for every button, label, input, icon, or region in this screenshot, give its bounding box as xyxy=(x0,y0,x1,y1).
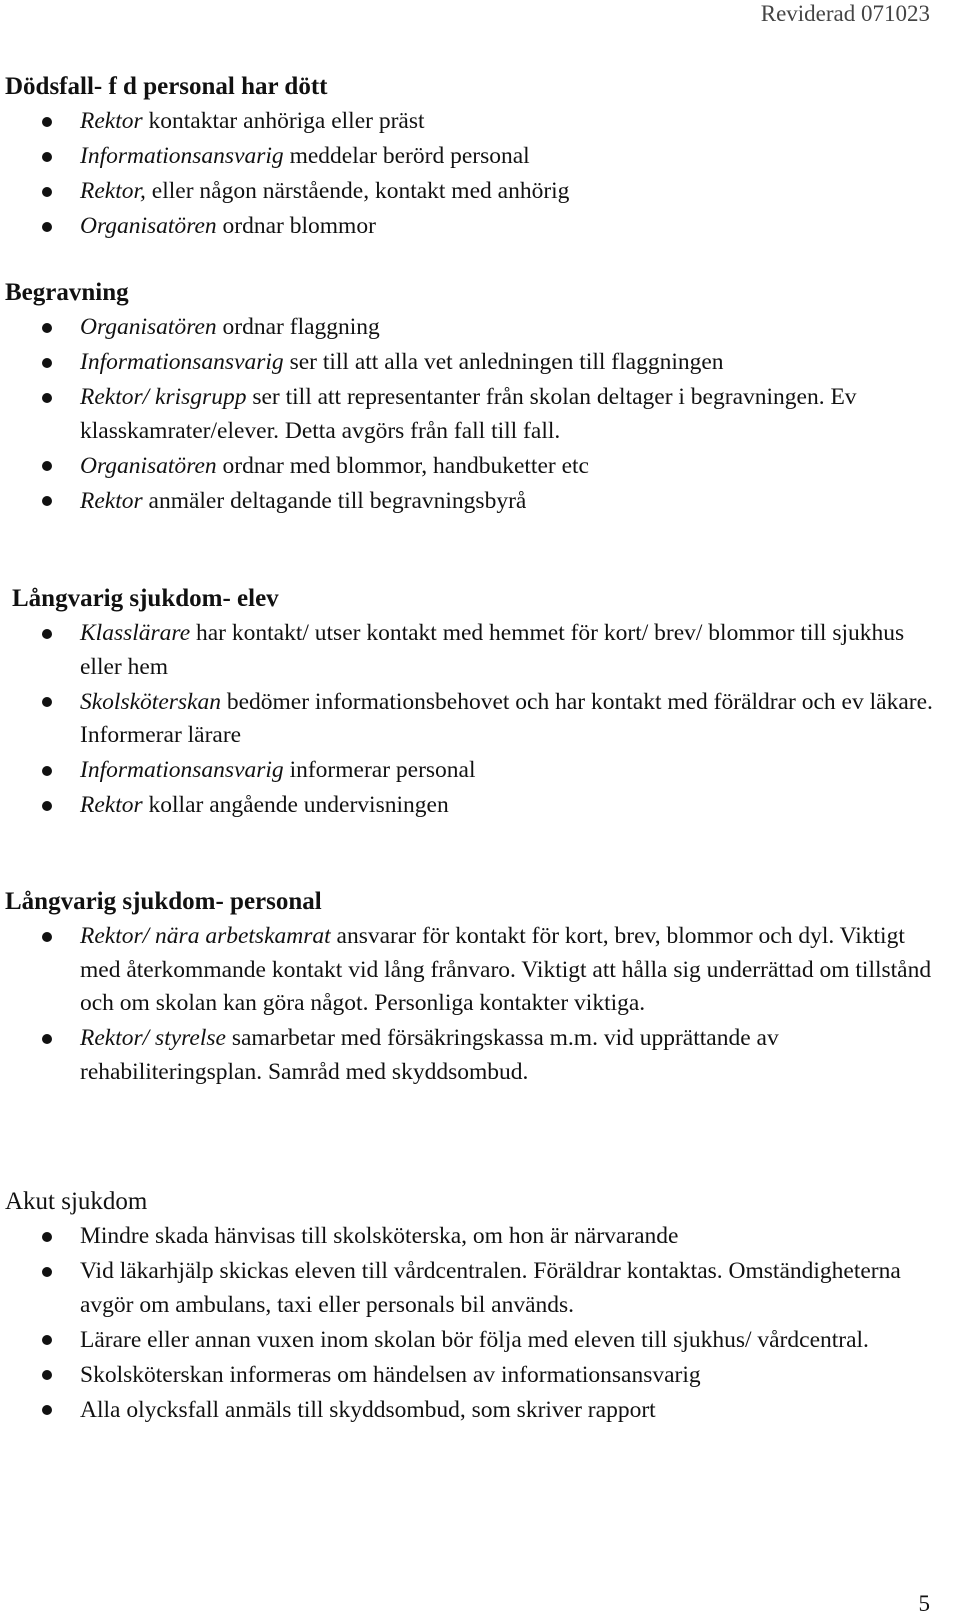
list-item xyxy=(5,210,935,244)
list-item xyxy=(5,450,935,484)
section-akut-sjukdom xyxy=(5,1187,935,1429)
list-item xyxy=(5,311,935,345)
section-dodsfall-personal xyxy=(5,72,935,245)
list-item xyxy=(5,1022,935,1089)
bullet-icon xyxy=(42,1335,52,1345)
item-text: eller någon närstående, kontakt med anhörig xyxy=(145,178,570,204)
item-text: ordnar med blommor, handbuketter etc xyxy=(216,452,589,479)
list-item xyxy=(5,1220,935,1254)
role-label: Rektor/ styrelse xyxy=(80,1025,226,1051)
role-label: Rektor/ krisgrupp xyxy=(80,384,247,410)
section-langvarig-personal xyxy=(5,887,935,1091)
bullet-list xyxy=(5,920,935,1089)
section-begravning xyxy=(5,278,935,520)
list-item xyxy=(5,920,935,1021)
list-item xyxy=(5,346,935,380)
item-text: kollar angående undervisningen xyxy=(142,792,449,818)
role-label: Rektor/ nära arbetskamrat xyxy=(80,923,331,949)
list-item xyxy=(5,686,935,753)
section-heading: Akut sjukdom xyxy=(5,1188,148,1215)
bullet-icon xyxy=(42,152,52,162)
bullet-icon xyxy=(42,629,52,639)
list-item xyxy=(5,140,935,174)
bullet-icon xyxy=(42,766,52,776)
bullet-icon xyxy=(42,1034,52,1044)
role-label: Skolsköterskan xyxy=(80,688,221,715)
bullet-icon xyxy=(42,222,52,232)
list-item xyxy=(5,789,935,823)
bullet-icon xyxy=(42,496,52,506)
role-label: Organisatören xyxy=(80,213,217,239)
bullet-list xyxy=(5,617,935,823)
item-text: informerar personal xyxy=(283,757,476,783)
bullet-icon xyxy=(42,393,52,403)
bullet-icon xyxy=(42,323,52,333)
list-item xyxy=(5,105,935,139)
bullet-list xyxy=(5,1220,935,1427)
list-item xyxy=(5,1324,935,1358)
item-text: ordnar blommor xyxy=(216,213,376,239)
item-text: har kontakt/ utser kontakt med hemmet för kort/ brev/ blommor till sjukhus eller hem xyxy=(80,620,905,680)
list-item xyxy=(5,754,935,788)
role-label: Rektor xyxy=(80,487,143,514)
section-langvarig-elev xyxy=(5,584,935,824)
bullet-icon xyxy=(42,1405,52,1415)
bullet-icon xyxy=(42,932,52,942)
role-label: Organisatören xyxy=(80,452,217,479)
item-text: ordnar flaggning xyxy=(216,314,380,340)
role-label: Klasslärare xyxy=(80,620,191,646)
item-text: Mindre skada hänvisas till skolsköterska, om hon är närvarande xyxy=(80,1223,679,1249)
item-text: bedömer informationsbehovet och har kontakt med föräldrar och ev läkare. Informerar lärare xyxy=(80,688,933,748)
bullet-icon xyxy=(42,117,52,127)
bullet-icon xyxy=(42,187,52,197)
item-text: Lärare eller annan vuxen inom skolan bör följa med eleven till sjukhus/ vårdcentral. xyxy=(80,1326,869,1353)
bullet-icon xyxy=(42,1370,52,1380)
bullet-icon xyxy=(42,1267,52,1277)
page-number: 5 xyxy=(918,1591,930,1616)
role-label: Rektor xyxy=(80,792,143,818)
item-text: samarbetar med försäkringskassa m.m. vid upprättande av rehabiliteringsplan. Samråd med skyddsombud. xyxy=(80,1025,779,1085)
section-heading: Dödsfall- f d personal har dött xyxy=(5,73,328,100)
role-label: Informationsansvarig xyxy=(80,143,284,169)
revision-date: Reviderad 071023 xyxy=(760,1,930,26)
list-item xyxy=(5,617,935,684)
section-heading: Begravning xyxy=(5,279,129,306)
item-text: kontaktar anhöriga eller präst xyxy=(142,108,425,134)
item-text: ansvarar för kontakt för kort, brev, blommor och dyl. Viktigt med återkommande kontakt vid lång frånvaro. Viktigt att hålla sig underrättad om tillstånd och om skolan kan göra något. Personliga kontakter viktiga. xyxy=(80,923,932,1016)
list-item xyxy=(5,1255,935,1322)
bullet-icon xyxy=(42,697,52,707)
list-item xyxy=(5,381,935,448)
bullet-icon xyxy=(42,801,52,811)
bullet-list xyxy=(5,105,935,244)
list-item xyxy=(5,485,935,519)
role-label: Informationsansvarig xyxy=(80,757,284,783)
list-item xyxy=(5,175,935,209)
bullet-list xyxy=(5,311,935,518)
item-text: Alla olycksfall anmäls till skyddsombud, som skriver rapport xyxy=(80,1396,656,1423)
item-text: meddelar berörd personal xyxy=(283,143,530,169)
section-heading: Långvarig sjukdom- elev xyxy=(12,585,279,612)
role-label: Organisatören xyxy=(80,314,217,340)
item-text: ser till att alla vet anledningen till flaggningen xyxy=(283,349,724,375)
list-item xyxy=(5,1394,935,1428)
section-heading: Långvarig sjukdom- personal xyxy=(5,888,322,915)
list-item xyxy=(5,1359,935,1393)
role-label: Informationsansvarig xyxy=(80,349,284,375)
bullet-icon xyxy=(42,1232,52,1242)
role-label: Rektor xyxy=(80,108,143,134)
bullet-icon xyxy=(42,461,52,471)
item-text: ser till att representanter från skolan deltager i begravningen. Ev klasskamrater/elever. Detta avgörs från fall till fall. xyxy=(80,384,857,444)
item-text: anmäler deltagande till begravningsbyrå xyxy=(142,487,527,514)
item-text: Vid läkarhjälp skickas eleven till vårdcentralen. Föräldrar kontaktas. Omständigheterna avgör om ambulans, taxi eller personals bil används. xyxy=(80,1258,901,1318)
role-label: Rektor, xyxy=(80,178,146,204)
bullet-icon xyxy=(42,358,52,368)
item-text: Skolsköterskan informeras om händelsen av informationsansvarig xyxy=(80,1361,701,1388)
